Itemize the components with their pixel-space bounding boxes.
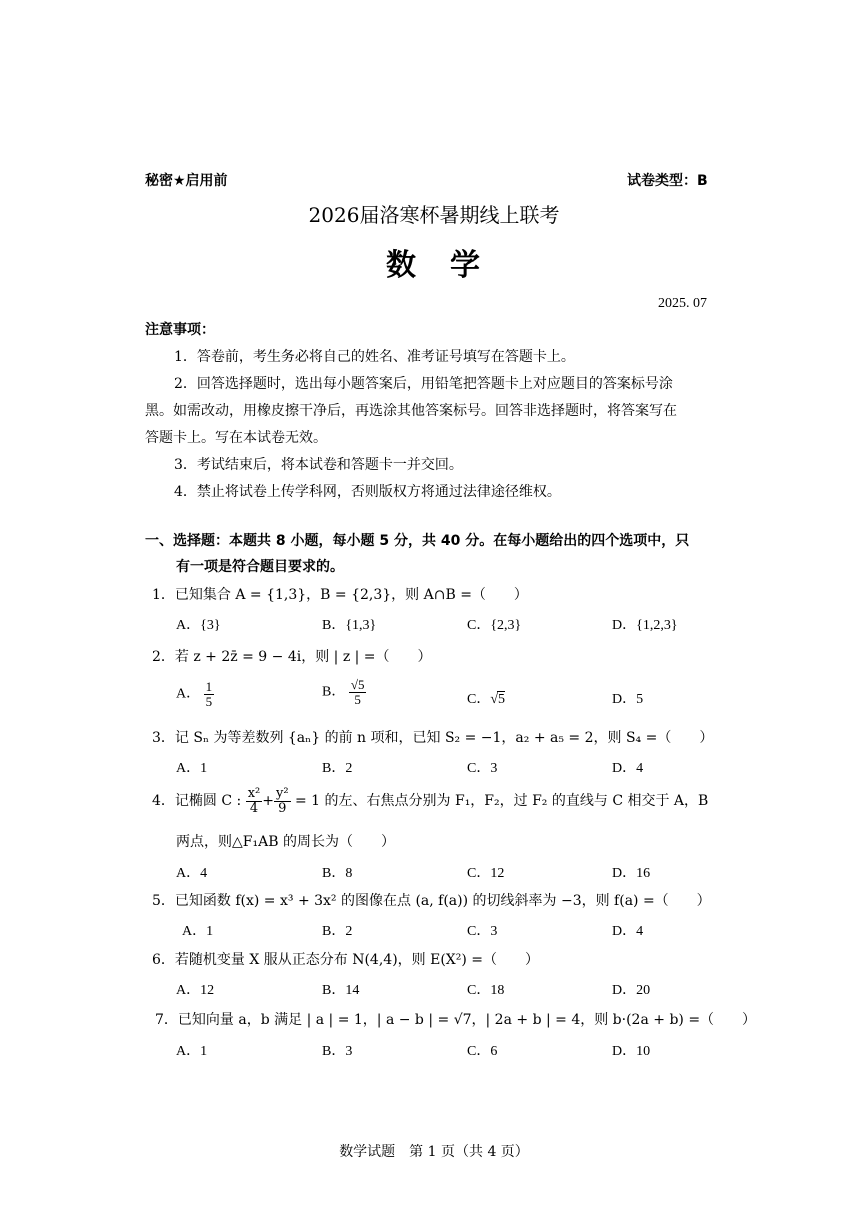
q7-option-a: A．1 (176, 1044, 208, 1059)
q1-option-d: D．{1,2,3} (612, 618, 678, 633)
q4-option-d: D．16 (612, 866, 651, 881)
q4-fraction-x-numerator: x² (247, 786, 261, 801)
q2-option-b-denominator: 5 (354, 691, 361, 707)
q2-option-a-letter: A． (176, 686, 201, 702)
q2-option-b-numerator: √5 (350, 677, 365, 692)
question-1-stem: 1．已知集合 A = {1,3}，B = {2,3}，则 A∩B =（ ） (152, 587, 528, 603)
q4-option-a: A．4 (176, 866, 208, 881)
q2-option-c: C．√5 (467, 692, 506, 707)
q2-option-c-letter: C． (467, 692, 491, 707)
q6-option-b: B．14 (322, 983, 360, 998)
confidential-label: 秘密★启用前 (145, 173, 228, 189)
exam-title: 2026届洛寒杯暑期线上联考 (308, 203, 560, 227)
note-line-1: 1．答卷前，考生务必将自己的姓名、准考证号填写在答题卡上。 (174, 349, 575, 365)
q2-option-b-letter: B． (322, 684, 346, 700)
q6-option-a: A．12 (176, 983, 215, 998)
section-heading-line1: 一、选择题：本题共 8 小题，每小题 5 分，共 40 分。在每小题给出的四个选项中，只 (145, 533, 690, 549)
q1-option-b: B．{1,3} (322, 618, 377, 633)
q3-option-c: C．3 (467, 761, 498, 776)
q7-option-c: C．6 (467, 1044, 498, 1059)
note-line-2: 2．回答选择题时，选出每小题答案后，用铅笔把答题卡上对应题目的答案标号涂 (174, 376, 673, 392)
q2-option-a (176, 680, 214, 708)
q4-option-c: C．12 (467, 866, 505, 881)
q5-option-d: D．4 (612, 924, 644, 939)
question-2-stem: 2．若 z + 2z̄ = 9 − 4i，则 | z | =（ ） (152, 649, 432, 665)
q2-option-c-radicand: 5 (498, 692, 506, 707)
question-4-stem-line2: 两点，则△F₁AB 的周长为（ ） (176, 834, 395, 850)
question-6-stem: 6．若随机变量 X 服从正态分布 N(4,4)，则 E(X²) =（ ） (152, 952, 540, 968)
q5-option-a: A．1 (182, 924, 214, 939)
q3-option-b: B．2 (322, 761, 353, 776)
q1-option-c: C．{2,3} (467, 618, 522, 633)
q2-option-a-denominator: 5 (205, 693, 213, 709)
q3-option-a: A．1 (176, 761, 208, 776)
q4-fraction-y-denominator: 9 (278, 800, 287, 816)
note-line-3: 黑。如需改动，用橡皮擦干净后，再选涂其他答案标号。回答非选择题时，将答案写在 (145, 403, 677, 419)
notes-heading: 注意事项： (145, 322, 215, 338)
q4-fraction-y (274, 787, 291, 815)
question-4-stem: 4．记椭圆 C : $\frac{\text{x²}}{4}$ + $\frac{\text{y²}}{9}$ = 1 的左、右焦点分别为 F₁，F₂，过 F₂ 的直线与 C 相交于 A，B (152, 786, 709, 816)
q7-option-b: B．3 (322, 1044, 353, 1059)
question-7-stem: 7．已知向量 a，b 满足 | a | = 1，| a − b | = √7，| 2a + b | = 4，则 b·(2a + b) =（ ） (155, 1012, 757, 1028)
page-footer: 数学试题 第 1 页（共 4 页） (339, 1144, 529, 1160)
q2-option-b (322, 678, 366, 706)
paper-type-label: 试卷类型：B (627, 173, 708, 189)
question-3-stem: 3．记 Sₙ 为等差数列 {aₙ} 的前 n 项和，已知 S₂ = −1，a₂ + a₅ = 2，则 S₄ =（ ） (152, 730, 714, 746)
q4-stem-prefix: 4．记椭圆 C : (152, 793, 242, 810)
exam-date: 2025. 07 (658, 296, 707, 311)
note-line-5: 3．考试结束后，将本试卷和答题卡一并交回。 (174, 457, 463, 473)
q4-fraction-x (246, 787, 263, 815)
q5-option-b: B．2 (322, 924, 353, 939)
q2-option-a-numerator: 1 (205, 679, 213, 694)
section-heading-line2: 有一项是符合题目要求的。 (176, 559, 344, 575)
q2-option-b-fraction (349, 678, 367, 706)
q2-option-d: D．5 (612, 692, 644, 707)
q2-option-a-fraction (204, 680, 215, 708)
note-line-4: 答题卡上。写在本试卷无效。 (145, 430, 327, 446)
q4-stem-suffix: = 1 的左、右焦点分别为 F₁，F₂，过 F₂ 的直线与 C 相交于 A，B (290, 793, 709, 810)
q4-fraction-y-numerator: y² (275, 786, 289, 801)
q3-option-d: D．4 (612, 761, 644, 776)
q6-option-c: C．18 (467, 983, 505, 998)
question-5-stem: 5．已知函数 f(x) = x³ + 3x² 的图像在点 (a, f(a)) 的切线斜率为 −3，则 f(a) =（ ） (152, 893, 711, 909)
q4-fraction-x-denominator: 4 (249, 800, 259, 816)
subject-title: 数 学 (386, 248, 482, 283)
note-line-6: 4．禁止将试卷上传学科网，否则版权方将通过法律途径维权。 (174, 484, 561, 500)
q5-option-c: C．3 (467, 924, 498, 939)
q4-option-b: B．8 (322, 866, 353, 881)
q7-option-d: D．10 (612, 1044, 651, 1059)
q1-option-a: A．{3} (176, 618, 221, 633)
q6-option-d: D．20 (612, 983, 651, 998)
